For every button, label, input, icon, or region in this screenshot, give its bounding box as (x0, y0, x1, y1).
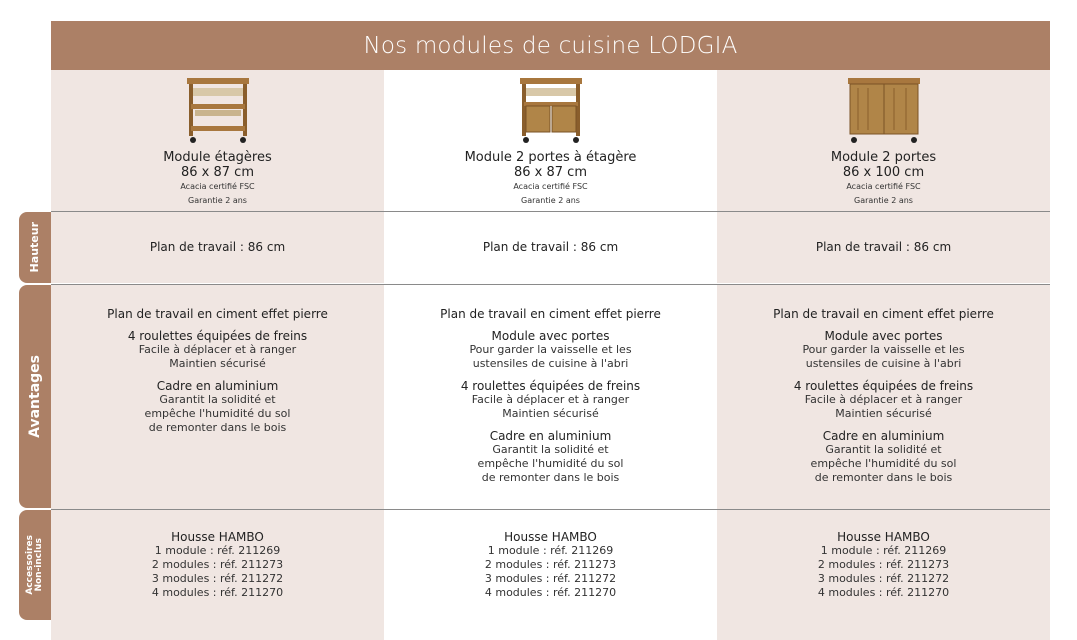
two-door-shelf-cart-icon (516, 76, 586, 146)
accessory-ref: 1 module : réf. 211269 (154, 544, 281, 557)
advantage-block (717, 429, 1050, 485)
advantage-heading: 4 roulettes équipées de freins (793, 379, 974, 393)
advantage-line: ustensiles de cuisine à l'abri (805, 357, 962, 370)
accessory-title: Housse HAMBO (837, 530, 930, 544)
advantage-block (51, 329, 384, 371)
side-tab-hauteur (19, 212, 51, 283)
advantage-line: Pour garder la vaisselle et les (802, 343, 965, 356)
product-dimensions: 86 x 87 cm (181, 165, 254, 180)
side-tab-avantages (19, 285, 51, 508)
product-cell (717, 70, 1050, 211)
shelf-cart-icon (183, 76, 253, 146)
accessories-cell (51, 510, 384, 640)
side-tab-accessoires (19, 510, 51, 620)
advantage-heading: Cadre en aluminium (156, 379, 279, 393)
side-label-non-inclus: Non-inclus (34, 538, 44, 592)
advantage-block (717, 329, 1050, 371)
advantage-heading: Module avec portes (491, 329, 610, 343)
product-material: Acacia certifié FSC (180, 182, 255, 191)
accessory-ref: 2 modules : réf. 211273 (817, 558, 950, 571)
advantage-block (384, 329, 717, 371)
advantage-line: Maintien sécurisé (835, 407, 932, 420)
height-cell: Plan de travail : 86 cm (717, 212, 1050, 283)
advantage-line: de remonter dans le bois (481, 471, 620, 484)
accessory-ref: 4 modules : réf. 211270 (151, 586, 284, 599)
product-material: Acacia certifié FSC (846, 182, 921, 191)
accessory-ref: 4 modules : réf. 211270 (484, 586, 617, 599)
product-warranty: Garantie 2 ans (854, 196, 913, 205)
product-name: Module étagères (163, 150, 272, 165)
worktop-text: Plan de travail en ciment effet pierre (107, 307, 328, 321)
worktop-text: Plan de travail en ciment effet pierre (773, 307, 994, 321)
accessory-title: Housse HAMBO (504, 530, 597, 544)
advantage-line: Maintien sécurisé (502, 407, 599, 420)
advantage-line: Garantit la solidité et (492, 443, 609, 456)
accessory-ref: 1 module : réf. 211269 (487, 544, 614, 557)
accessory-title: Housse HAMBO (171, 530, 264, 544)
advantage-line: empêche l'humidité du sol (810, 457, 957, 470)
accessories-cell (384, 510, 717, 640)
side-label-hauteur: Hauteur (28, 222, 42, 273)
advantage-line: empêche l'humidité du sol (144, 407, 291, 420)
accessory-ref: 2 modules : réf. 211273 (151, 558, 284, 571)
side-label-avantages: Avantages (26, 355, 43, 438)
advantages-cell (384, 285, 717, 530)
accessory-ref: 2 modules : réf. 211273 (484, 558, 617, 571)
accessory-ref: 3 modules : réf. 211272 (151, 572, 284, 585)
product-name: Module 2 portes (830, 150, 937, 165)
product-cell (384, 70, 717, 211)
advantage-line: Garantit la solidité et (825, 443, 942, 456)
product-warranty: Garantie 2 ans (188, 196, 247, 205)
advantages-cell (717, 285, 1050, 530)
two-door-cabinet-icon (846, 76, 922, 146)
product-name: Module 2 portes à étagère (464, 150, 637, 165)
advantage-line: Facile à déplacer et à ranger (471, 393, 630, 406)
advantage-line: Garantit la solidité et (159, 393, 276, 406)
advantage-line: de remonter dans le bois (148, 421, 287, 434)
advantage-block (717, 379, 1050, 421)
page-title: Nos modules de cuisine LODGIA (51, 21, 1050, 70)
accessory-ref: 3 modules : réf. 211272 (817, 572, 950, 585)
product-dimensions: 86 x 100 cm (842, 165, 925, 180)
advantage-heading: 4 roulettes équipées de freins (460, 379, 641, 393)
accessory-ref: 3 modules : réf. 211272 (484, 572, 617, 585)
side-label-accessoires: Accessoires (24, 535, 35, 595)
advantage-line: ustensiles de cuisine à l'abri (472, 357, 629, 370)
advantage-block (384, 379, 717, 421)
accessories-cell (717, 510, 1050, 640)
height-cell: Plan de travail : 86 cm (51, 212, 384, 283)
advantage-heading: Cadre en aluminium (489, 429, 612, 443)
worktop-text: Plan de travail en ciment effet pierre (440, 307, 661, 321)
advantage-line: Facile à déplacer et à ranger (804, 393, 963, 406)
accessory-ref: 1 module : réf. 211269 (820, 544, 947, 557)
advantage-line: empêche l'humidité du sol (477, 457, 624, 470)
advantage-line: Maintien sécurisé (169, 357, 266, 370)
advantage-line: Pour garder la vaisselle et les (469, 343, 632, 356)
accessory-ref: 4 modules : réf. 211270 (817, 586, 950, 599)
advantage-heading: Cadre en aluminium (822, 429, 945, 443)
advantage-line: de remonter dans le bois (814, 471, 953, 484)
advantage-block (384, 429, 717, 485)
advantage-line: Facile à déplacer et à ranger (138, 343, 297, 356)
product-cell (51, 70, 384, 211)
product-material: Acacia certifié FSC (513, 182, 588, 191)
advantages-cell (51, 285, 384, 530)
advantage-heading: Module avec portes (824, 329, 943, 343)
product-warranty: Garantie 2 ans (521, 196, 580, 205)
advantage-heading: 4 roulettes équipées de freins (127, 329, 308, 343)
height-cell: Plan de travail : 86 cm (384, 212, 717, 283)
advantage-block (51, 379, 384, 435)
product-dimensions: 86 x 87 cm (514, 165, 587, 180)
